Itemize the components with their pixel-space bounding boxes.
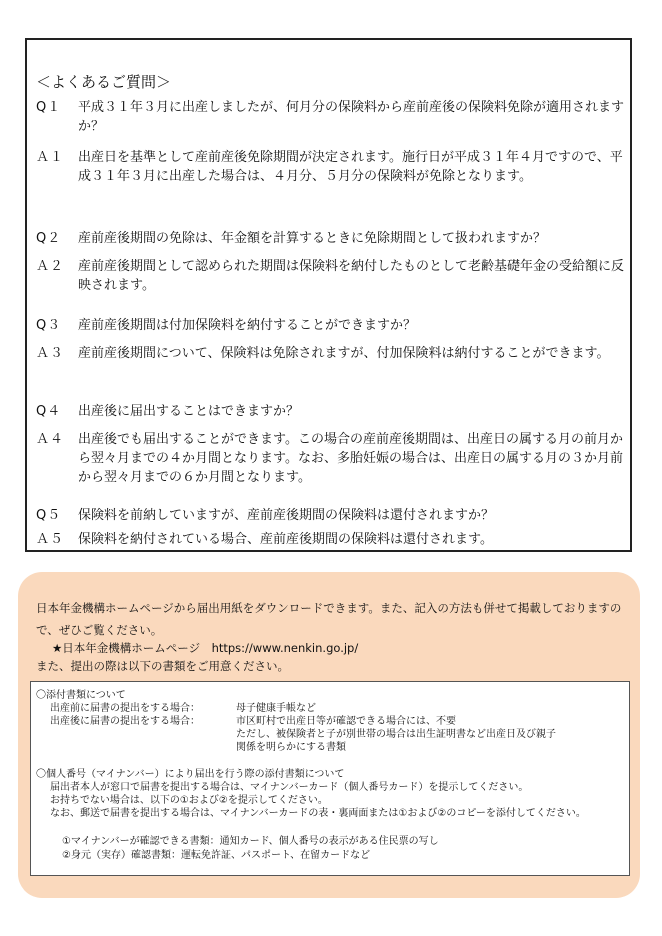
prepare-note: また、提出の際は以下の書類をご用意ください。 [36, 659, 289, 673]
after-birth-label: 出産後に届書の提出をする場合： [50, 716, 200, 727]
before-birth-value: 母子健康手帳など [236, 703, 316, 714]
question-text: 産前産後期間の免除は、年金額を計算するときに免除期間として扱われますか？ [78, 231, 547, 246]
question-label: Q１ [36, 100, 62, 115]
doc-item-1: ①マイナンバーが確認できる書類：通知カード、個人番号の表示がある住民票の写し [62, 836, 439, 847]
answer-label: Ａ３ [36, 346, 65, 361]
after-birth-value: 市区町村で出産日等が確認できる場合には、不要 [236, 716, 456, 727]
mynumber-heading: 〇個人番号（マイナンバー）により届出を行う際の添付書類について [36, 769, 345, 780]
question-text: 産前産後期間は付加保険料を納付することができますか？ [78, 318, 417, 333]
after-birth-note-cont: 関係を明らかにする書類 [236, 742, 346, 753]
question-label: Q２ [36, 231, 62, 246]
before-birth-label: 出産前に届書の提出をする場合： [50, 703, 200, 714]
download-intro: 日本年金機構ホームページから届出用紙をダウンロードできます。また、記入の方法も併せて掲載しておりますので、ぜひご覧ください。 [36, 601, 622, 637]
question-label: Q４ [36, 404, 62, 419]
answer-label: Ａ５ [36, 532, 65, 547]
answer-text: 産前産後期間として認められた期間は保険料を納付したものとして老齢基礎年金の受給額に反映されます。 [78, 259, 625, 293]
question-label: Q３ [36, 318, 62, 333]
mynumber-text-2: お持ちでない場合は、以下の①および②を提示してください。 [50, 795, 328, 806]
answer-text: 出産日を基準として産前産後免除期間が決定されます。施行日が平成３１年４月ですので、平成３１年３月に出産した場合は、４月分、５月分の保険料が免除となります。 [78, 150, 623, 184]
after-birth-note: ただし、被保険者と子が別世帯の場合は出生証明書など出産日及び親子 [236, 729, 556, 740]
answer-text: 保険料を納付されている場合、産前産後期間の保険料は還付されます。 [78, 532, 493, 547]
faq-title: ＜よくあるご質問＞ [36, 73, 172, 91]
answer-label: Ａ１ [36, 150, 65, 165]
answer-label: Ａ４ [36, 432, 65, 447]
answer-text: 出産後でも届出することができます。この場合の産前産後期間は、出産日の属する月の前月から翌々月までの４か月間となります。なお、多胎妊娠の場合は、出産日の属する月の３か月前から翌々月までの６か月間となります。 [78, 432, 623, 485]
attachment-heading: 〇添付書類について [36, 690, 126, 701]
question-text: 出産後に届出することはできますか？ [78, 404, 300, 419]
mynumber-text-3: なお、郵送で届書を提出する場合は、マイナンバーカードの表・裏両面または①および②のコピーを添付してください。 [50, 808, 586, 819]
answer-label: Ａ２ [36, 259, 65, 274]
question-label: Q５ [36, 508, 62, 523]
doc-item-2: ②身元（実存）確認書類：運転免許証、パスポート、在留カードなど [62, 850, 371, 861]
mynumber-text-1: 届出者本人が窓口で届書を提出する場合は、マイナンバーカード（個人番号カード）を提示してください。 [50, 782, 529, 793]
answer-text: 産前産後期間について、保険料は免除されますが、付加保険料は納付することができます。 [78, 346, 610, 361]
question-text: 平成３１年３月に出産しましたが、何月分の保険料から産前産後の保険料免除が適用されますか？ [78, 100, 625, 134]
question-text: 保険料を前納していますが、産前産後期間の保険料は還付されますか？ [78, 508, 495, 523]
website-link[interactable]: ★日本年金機構ホームページ https://www.nenkin.go.jp/ [52, 641, 359, 655]
